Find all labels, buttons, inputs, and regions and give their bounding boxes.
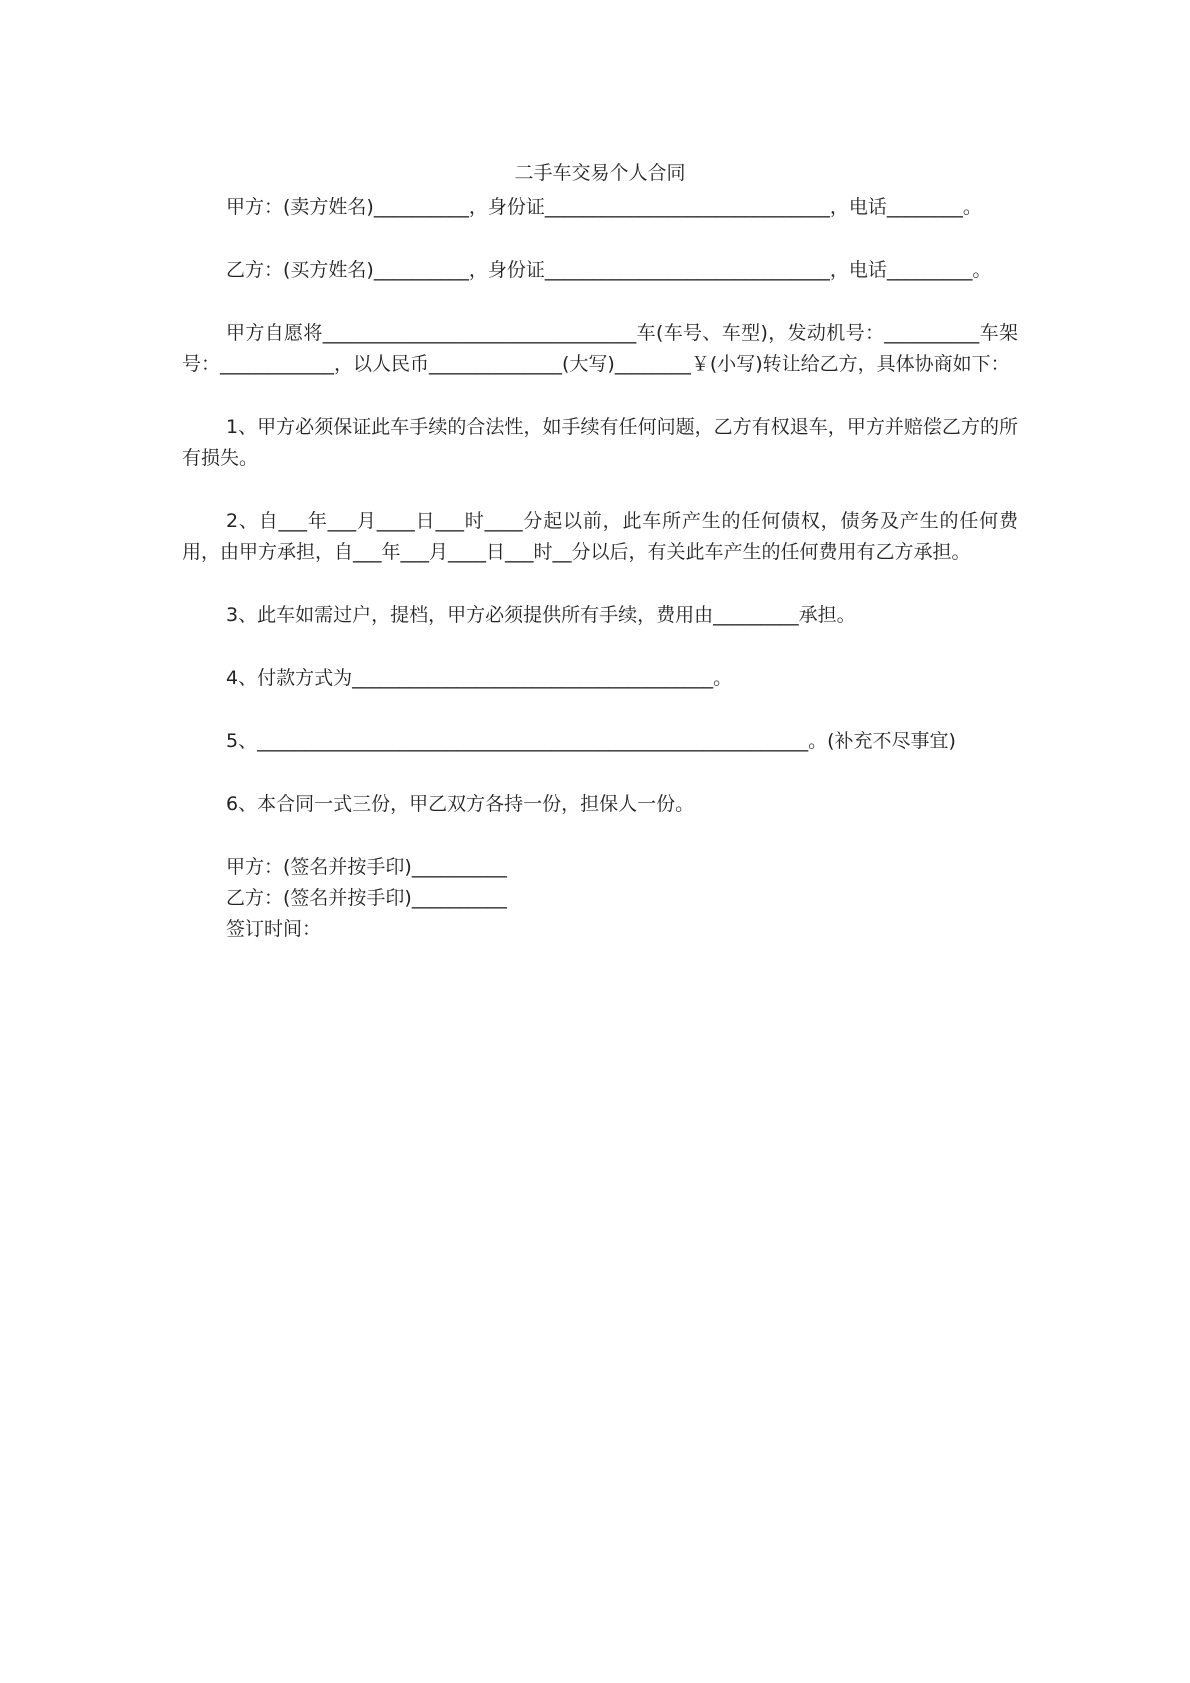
clause-3: 3、此车如需过户，提档，甲方必须提供所有手续，费用由_________承担。	[226, 604, 856, 626]
party-b-info: 乙方：(买方姓名)__________，身份证______________________________，电话_________。	[226, 259, 992, 281]
clause-1: 1、甲方必须保证此车手续的合法性，如手续有任何问题，乙方有权退车，甲方并赔偿乙方的所有损失。	[182, 416, 1018, 469]
clause-4: 4、付款方式为______________________________________。	[226, 667, 733, 689]
vehicle-transfer-intro: 甲方自愿将_________________________________车(车号、车型)，发动机号：__________车架号：____________，以人民币______________(大写)________￥(小写)转让给乙方，具体协商如下：	[182, 322, 1018, 375]
clause-6: 6、本合同一式三份，甲乙双方各持一份，担保人一份。	[226, 793, 695, 815]
party-a-signature: 甲方：(签名并按手印)__________	[226, 856, 507, 878]
clause-5: 5、__________________________________________________________。(补充不尽事宜)	[226, 730, 956, 752]
contract-title: 二手车交易个人合同	[514, 162, 686, 184]
party-b-signature: 乙方：(签名并按手印)__________	[226, 887, 507, 909]
signing-date: 签订时间：	[226, 918, 322, 940]
party-a-info: 甲方：(卖方姓名)__________，身份证______________________________，电话________。	[226, 196, 982, 218]
clause-2: 2、自___年___月____日___时____分起以前，此车所产生的任何债权，债务及产生的任何费用，由甲方承担，自___年___月____日___时__分以后，有关此车产生的任何费用有乙方承担。	[182, 510, 1018, 563]
contract-body	[182, 158, 1018, 945]
